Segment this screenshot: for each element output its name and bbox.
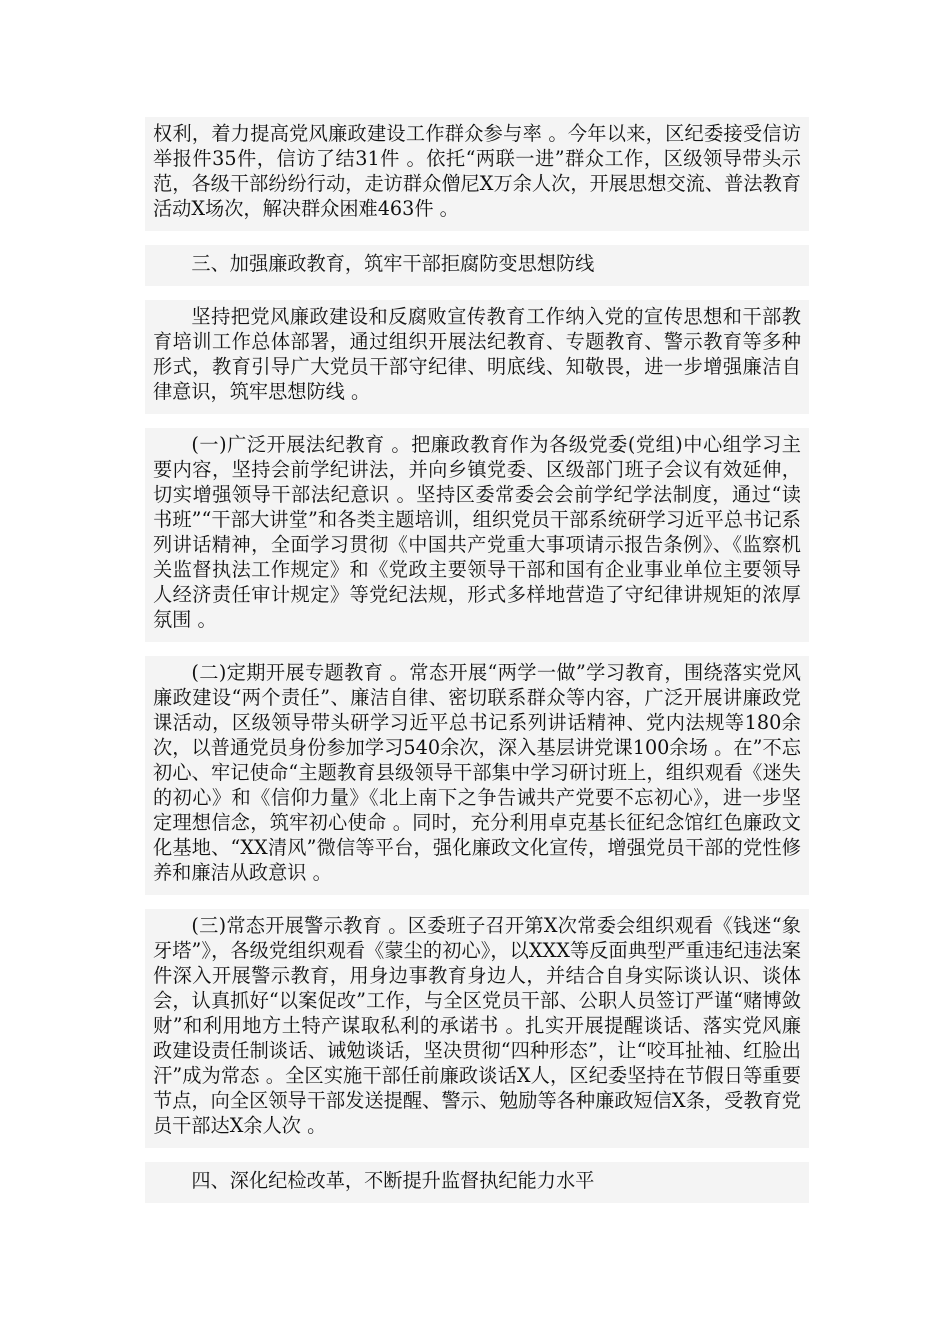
paragraph-topic-education: (二)定期开展专题教育 。常态开展“两学一做”学习教育，围绕落实党风廉政建设“两个责任”、廉洁自律、密切联系群众等内容，广泛开展讲廉政党课活动，区级领导带头研学习近平总书记系列讲话精神、党内法规等180余次，以普通党员身份参加学习540余次，深入基层讲党课100余场 。在”不忘初心、牢记使命“主题教育县级领导干部集中学习研讨班上，组织观看《迷失的初心》和《信仰力量》《北上南下之争告诫共产党要不忘初心》，进一步坚定理想信念，筑牢初心使命 。同时，充分利用卓克基长征纪念馆红色廉政文化基地、“XX清风”微信等平台，强化廉政文化宣传，增强党员干部的党性修养和廉洁从政意识 。 bbox=[145, 656, 809, 895]
document-body bbox=[145, 117, 809, 1203]
paragraph-citizen-participation: 权利，着力提高党风廉政建设工作群众参与率 。今年以来，区纪委接受信访举报件35件，信访了结31件 。依托“两联一进”群众工作，区级领导带头示范，各级干部纷纷行动，走访群众僧尼X万余人次，开展思想交流、普法教育活动X场次，解决群众困难463件 。 bbox=[145, 117, 809, 231]
section-heading-3: 三、加强廉政教育，筑牢干部拒腐防变思想防线 bbox=[145, 245, 809, 286]
paragraph-law-education: (一)广泛开展法纪教育 。把廉政教育作为各级党委(党组)中心组学习主要内容，坚持会前学纪讲法，并向乡镇党委、区级部门班子会议有效延伸，切实增强领导干部法纪意识 。坚持区委常委会会前学纪学法制度，通过“读书班”“干部大讲堂”和各类主题培训，组织党员干部系统研学习近平总书记系列讲话精神，全面学习贯彻《中国共产党重大事项请示报告条例》、《监察机关监督执法工作规定》和《党政主要领导干部和国有企业事业单位主要领导人经济责任审计规定》等党纪法规，形式多样地营造了守纪律讲规矩的浓厚氛围 。 bbox=[145, 428, 809, 642]
paragraph-warning-education: (三)常态开展警示教育 。区委班子召开第X次常委会组织观看《钱迷“象牙塔”》，各级党组织观看《蒙尘的初心》，以XXX等反面典型严重违纪违法案件深入开展警示教育，用身边事教育身边人，并结合自身实际谈认识、谈体会，认真抓好“以案促改”工作，与全区党员干部、公职人员签订严谨“赌博敛财”和利用地方土特产谋取私利的承诺书 。扎实开展提醒谈话、落实党风廉政建设责任制谈话、诫勉谈话，坚决贯彻“四种形态”，让“咬耳扯袖、红脸出汗”成为常态 。全区实施干部任前廉政谈话X人，区纪委坚持在节假日等重要节点，向全区领导干部发送提醒、警示、勉励等各种廉政短信X条，受教育党员干部达X余人次 。 bbox=[145, 909, 809, 1148]
paragraph-education-overview: 坚持把党风廉政建设和反腐败宣传教育工作纳入党的宣传思想和干部教育培训工作总体部署，通过组织开展法纪教育、专题教育、警示教育等多种形式，教育引导广大党员干部守纪律、明底线、知敬畏，进一步增强廉洁自律意识，筑牢思想防线 。 bbox=[145, 300, 809, 414]
section-heading-4: 四、深化纪检改革，不断提升监督执纪能力水平 bbox=[145, 1162, 809, 1203]
